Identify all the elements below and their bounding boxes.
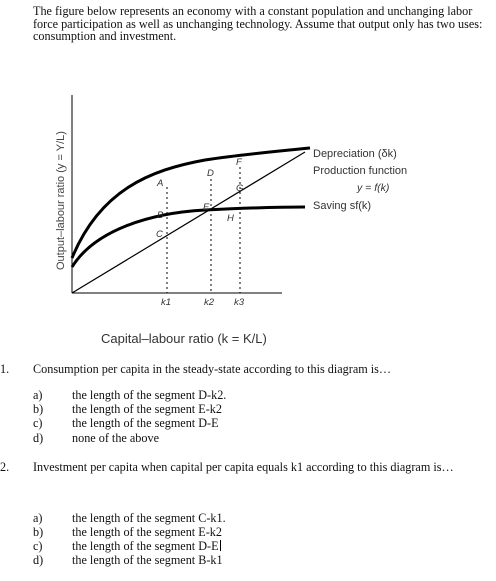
legend-saving: Saving sf(k) — [313, 200, 372, 212]
option-letter: a) — [33, 511, 43, 525]
question-1 — [0, 363, 496, 377]
depreciation-line — [72, 152, 305, 293]
tick-k1: k1 — [161, 297, 172, 308]
text-cursor — [220, 540, 221, 551]
point-b: B — [157, 210, 164, 221]
option-letter: d) — [33, 553, 44, 567]
point-h: H — [227, 213, 234, 224]
q1-option-b — [0, 403, 496, 416]
production-function-curve — [72, 148, 310, 258]
option-text: the length of the segment E-k2 — [72, 402, 222, 416]
q2-option-a — [0, 512, 496, 525]
q2-option-d — [0, 554, 496, 567]
q1-option-c — [0, 417, 496, 430]
q2-option-b — [0, 526, 496, 539]
option-letter: c) — [33, 416, 43, 430]
legend-production-eq: y = f(k) — [357, 182, 390, 194]
question-2-number: 2. — [0, 460, 10, 474]
y-axis-label: Output–labour ratio (y = Y/L) — [55, 131, 67, 270]
option-text: the length of the segment D-E — [72, 539, 219, 553]
option-text: the length of the segment E-k2 — [72, 525, 222, 539]
option-text: the length of the segment C-k1. — [72, 511, 226, 525]
point-d: D — [207, 168, 214, 179]
question-1-text: Consumption per capita in the steady-state according to this diagram is… — [33, 362, 392, 376]
option-text: the length of the segment D-E — [72, 416, 219, 430]
point-e: E — [203, 202, 210, 213]
x-axis-label: Capital–labour ratio (k = K/L) — [101, 331, 267, 346]
saving-curve — [72, 207, 305, 267]
point-f: F — [236, 157, 242, 168]
option-text: none of the above — [72, 431, 159, 445]
option-letter: c) — [33, 539, 43, 553]
point-c: C — [156, 229, 163, 240]
q1-option-a — [0, 389, 496, 402]
q2-option-c — [0, 540, 496, 553]
point-g: G — [236, 183, 244, 194]
tick-k2: k2 — [204, 297, 215, 308]
question-1-number: 1. — [0, 362, 10, 376]
option-letter: d) — [33, 431, 44, 445]
option-text-with-cursor — [72, 540, 221, 552]
legend-production: Production function — [313, 165, 408, 177]
option-letter: b) — [33, 402, 44, 416]
question-2 — [0, 461, 496, 489]
intro-paragraph: The figure below represents an economy with a constant population and unchanging labor force participation as well as unchanging technology. Assume that output only has two uses: consumption and investment. — [33, 4, 483, 44]
option-text: the length of the segment D-k2. — [72, 388, 227, 402]
option-letter: b) — [33, 525, 44, 539]
point-a: A — [157, 178, 164, 189]
option-text: the length of the segment B-k1 — [72, 553, 223, 567]
legend-depreciation: Depreciation (δk) — [313, 148, 397, 160]
q1-option-d — [0, 432, 496, 445]
option-letter: a) — [33, 388, 43, 402]
tick-k3: k3 — [234, 297, 245, 308]
question-2-text: Investment per capita when capital per capita equals k1 according to this diagram is… — [33, 460, 454, 474]
